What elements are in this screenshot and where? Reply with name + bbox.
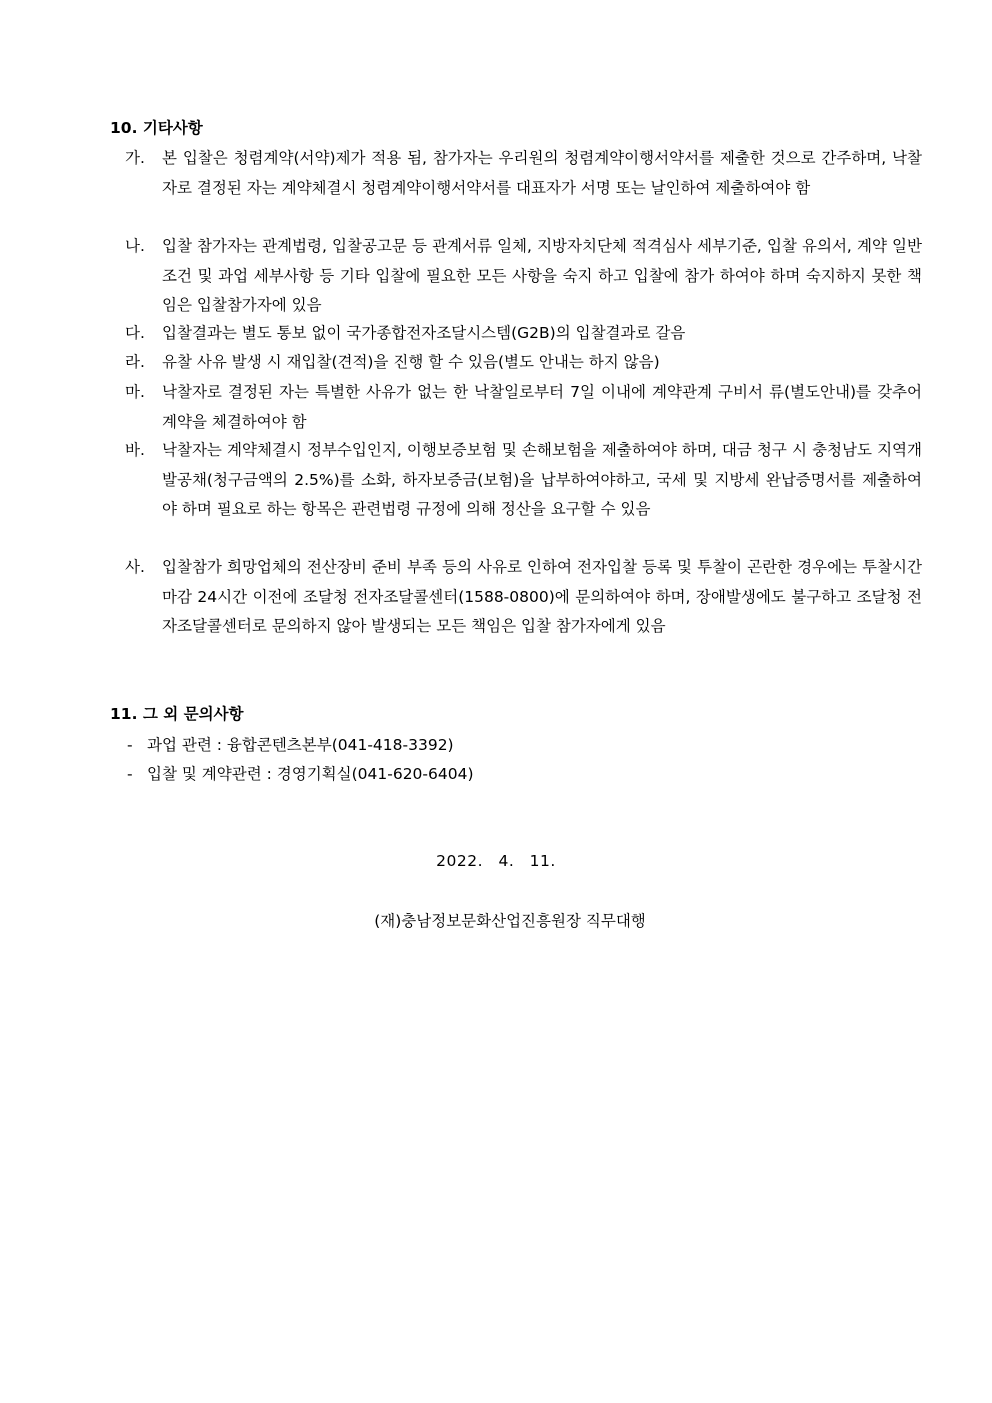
contact-dash: - xyxy=(127,765,133,783)
item-marker: 사. xyxy=(125,558,145,576)
item-marker: 마. xyxy=(125,383,145,401)
section-10-title: 10. 기타사항 xyxy=(110,119,203,137)
contact-dash: - xyxy=(127,736,133,754)
item-text: 입찰결과는 별도 통보 없이 국가종합전자조달시스템(G2B)의 입찰결과로 갈음 xyxy=(162,324,686,342)
section-10-item-ra xyxy=(125,348,922,378)
contact-task xyxy=(127,735,454,755)
section-10-item-ma xyxy=(125,378,922,437)
section-11-title: 11. 그 외 문의사항 xyxy=(110,705,244,723)
section-10-item-ba xyxy=(125,436,922,525)
item-text: 낙찰자는 계약체결시 정부수입인지, 이행보증보험 및 손해보험을 제출하여야 하며, 대금 청구 시 충청남도 지역개발공채(청구금액의 2.5%)를 소화, 하자보증금(보험)을 납부하여야하고, 국세 및 지방세 완납증명서를 제출하여야 하며 필요로 하는 항목은 관련법령 규정에 의해 정산을 요구할 수 있음 xyxy=(162,441,922,518)
item-marker: 나. xyxy=(125,237,145,255)
item-marker: 다. xyxy=(125,324,145,342)
document-date: 2022. 4. 11. xyxy=(436,852,556,870)
contact-text: 입찰 및 계약관련 : 경영기획실(041-620-6404) xyxy=(147,765,474,783)
section-10-item-da xyxy=(125,319,922,349)
item-marker: 라. xyxy=(125,353,145,371)
section-10-item-sa xyxy=(125,553,922,642)
item-marker: 바. xyxy=(125,441,145,459)
section-10-item-na xyxy=(125,232,922,321)
item-marker: 가. xyxy=(125,149,145,167)
contact-text: 과업 관련 : 융합콘텐츠본부(041-418-3392) xyxy=(147,736,454,754)
item-text: 입찰 참가자는 관계법령, 입찰공고문 등 관계서류 일체, 지방자치단체 적격심사 세부기준, 입찰 유의서, 계약 일반조건 및 과업 세부사항 등 기타 입찰에 필요한 모든 사항을 숙지 하고 입찰에 참가 하여야 하며 숙지하지 못한 책임은 입찰참가자에 있음 xyxy=(162,237,922,314)
item-text: 본 입찰은 청렴계약(서약)제가 적용 됨, 참가자는 우리원의 청렴계약이행서약서를 제출한 것으로 간주하며, 낙찰자로 결정된 자는 계약체결시 청렴계약이행서약서를 대표자가 서명 또는 날인하여 제출하여야 함 xyxy=(162,149,922,197)
item-text: 입찰참가 희망업체의 전산장비 준비 부족 등의 사유로 인하여 전자입찰 등록 및 투찰이 곤란한 경우에는 투찰시간 마감 24시간 이전에 조달청 전자조달콜센터(1588-0800)에 문의하여야 하며, 장애발생에도 불구하고 조달청 전자조달콜센터로 문의하지 않아 발생되는 모든 책임은 입찰 참가자에게 있음 xyxy=(162,558,922,635)
item-text: 낙찰자로 결정된 자는 특별한 사유가 없는 한 낙찰일로부터 7일 이내에 계약관계 구비서 류(별도안내)를 갖추어 계약을 체결하여야 함 xyxy=(162,383,922,431)
signer-name: (재)충남정보문화산업진흥원장 직무대행 xyxy=(374,912,646,930)
contact-bid xyxy=(127,764,474,784)
item-text: 유찰 사유 발생 시 재입찰(견적)을 진행 할 수 있음(별도 안내는 하지 않음) xyxy=(162,353,660,371)
section-10-item-ga xyxy=(125,144,922,203)
